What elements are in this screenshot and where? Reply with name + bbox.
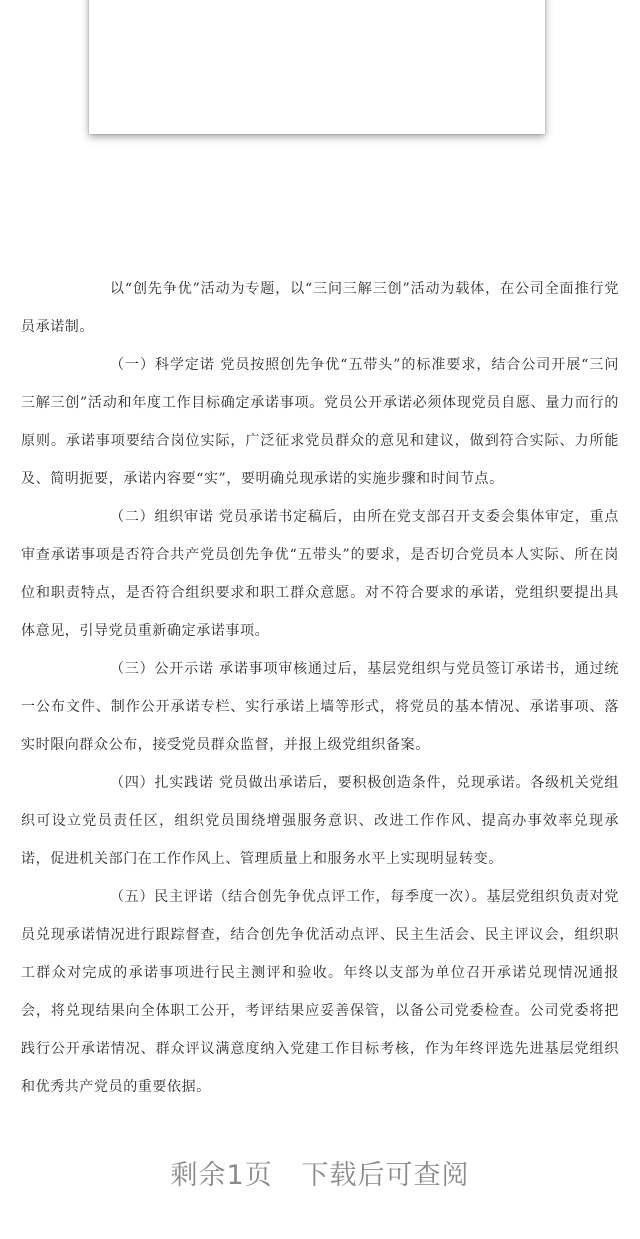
paragraph-intro: 以“创先争优”活动为专题，以“三问三解三创”活动为载体，在公司全面推行党员承诺制。 [21,281,619,335]
paragraph-practice-pledge: （四）扎实践诺 党员做出承诺后，要积极创造条件，兑现承诺。各级机关党组织可设立党员责任区，组织党员围绕增强服务意识、改进工作作风、提高办事效率兑现承诺，促进机关部门在工作作风上、管理质量上和服务水平上实现明显转变。 [21,775,619,867]
document-body [21,270,619,1106]
paragraph-democratic-evaluation: （五）民主评诺（结合创先争优点评工作，每季度一次）。基层党组织负责对党员兑现承诺情况进行跟踪督查，结合创先争优活动点评、民主生活会、民主评议会，组织职工群众对完成的承诺事项进行民主测评和验收。年终以支部为单位召开承诺兑现情况通报会，将兑现结果向全体职工公开，考评结果应妥善保管，以备公司党委检查。公司党委将把践行公开承诺情况、群众评议满意度纳入党建工作目标考核，作为年终评选先进基层党组织和优秀共产党员的重要依据。 [21,889,619,1095]
paragraph-organization-review: （二）组织审诺 党员承诺书定稿后，由所在党支部召开支委会集体审定，重点审查承诺事项是否符合共产党员创先争优“五带头”的要求，是否切合党员本人实际、所在岗位和职责特点，是否符合组织要求和职工群众意愿。对不符合要求的承诺，党组织要提出具体意见，引导党员重新确定承诺事项。 [21,509,619,639]
paragraph-public-pledge: （三）公开示诺 承诺事项审核通过后，基层党组织与党员签订承诺书，通过统一公布文件、制作公开承诺专栏、实行承诺上墙等形式，将党员的基本情况、承诺事项、落实时限向群众公布，接受党员群众监督，并报上级党组织备案。 [21,661,619,753]
paragraph-scientific-pledge: （一）科学定诺 党员按照创先争优“五带头”的标准要求，结合公司开展“三问三解三创”活动和年度工作目标确定承诺事项。党员公开承诺必须体现党员自愿、量力而行的原则。承诺事项要结合岗位实际，广泛征求党员群众的意见和建议，做到符合实际、力所能及、简明扼要，承诺内容要“实”，要明确兑现承诺的实施步骤和时间节点。 [21,357,619,487]
remaining-pages-download-prompt[interactable]: 剩余1页 下载后可查阅 [170,1160,470,1191]
previous-page-preview [89,0,545,134]
